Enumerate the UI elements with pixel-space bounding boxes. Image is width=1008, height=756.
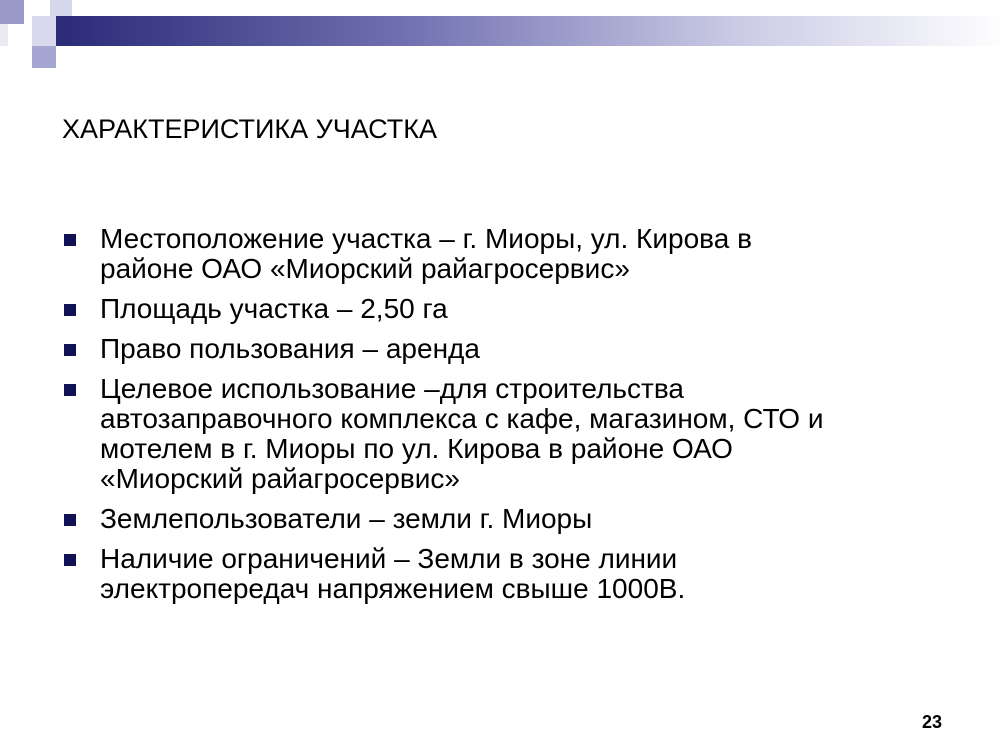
bullet-line: Право пользования – аренда bbox=[100, 333, 480, 364]
decor-square bbox=[32, 16, 56, 46]
square-bullet-icon bbox=[64, 514, 76, 526]
decor-square bbox=[32, 46, 56, 68]
decor-square bbox=[24, 0, 50, 16]
bullet-line: Местоположение участка – г. Миоры, ул. Кирова в bbox=[100, 223, 752, 254]
page-number: 23 bbox=[922, 712, 943, 732]
square-bullet-icon bbox=[64, 344, 76, 356]
bullet-line: Целевое использование –для строительства bbox=[100, 373, 684, 404]
bullet-line: автозаправочного комплекса с кафе, магазином, СТО и bbox=[100, 403, 824, 434]
bullet-line: «Миорский райагросервис» bbox=[100, 463, 460, 494]
bullet-list bbox=[62, 224, 962, 614]
slide-title: ХАРАКТЕРИСТИКА УЧАСТКА bbox=[62, 114, 438, 144]
bullet-line: районе ОАО «Миорский райагросервис» bbox=[100, 253, 630, 284]
bullet-item bbox=[62, 294, 962, 324]
bullet-line: мотелем в г. Миоры по ул. Кирова в районе ОАО bbox=[100, 433, 733, 464]
decor-square bbox=[0, 24, 8, 46]
square-bullet-icon bbox=[64, 554, 76, 566]
bullet-item bbox=[62, 224, 962, 284]
decor-square bbox=[50, 0, 72, 16]
square-bullet-icon bbox=[64, 384, 76, 396]
bullet-item bbox=[62, 504, 962, 534]
decor-square bbox=[0, 0, 24, 24]
square-bullet-icon bbox=[64, 304, 76, 316]
header-gradient-bar bbox=[72, 16, 1008, 46]
bullet-line: электропередач напряжением свыше 1000В. bbox=[100, 573, 686, 604]
bullet-line: Наличие ограничений – Земли в зоне линии bbox=[100, 543, 678, 574]
bullet-item bbox=[62, 334, 962, 364]
bullet-item bbox=[62, 544, 962, 604]
decor-square bbox=[56, 16, 72, 46]
bullet-line: Землепользователи – земли г. Миоры bbox=[100, 503, 593, 534]
bullet-item bbox=[62, 374, 962, 494]
bullet-line: Площадь участка – 2,50 га bbox=[100, 293, 448, 324]
square-bullet-icon bbox=[64, 234, 76, 246]
